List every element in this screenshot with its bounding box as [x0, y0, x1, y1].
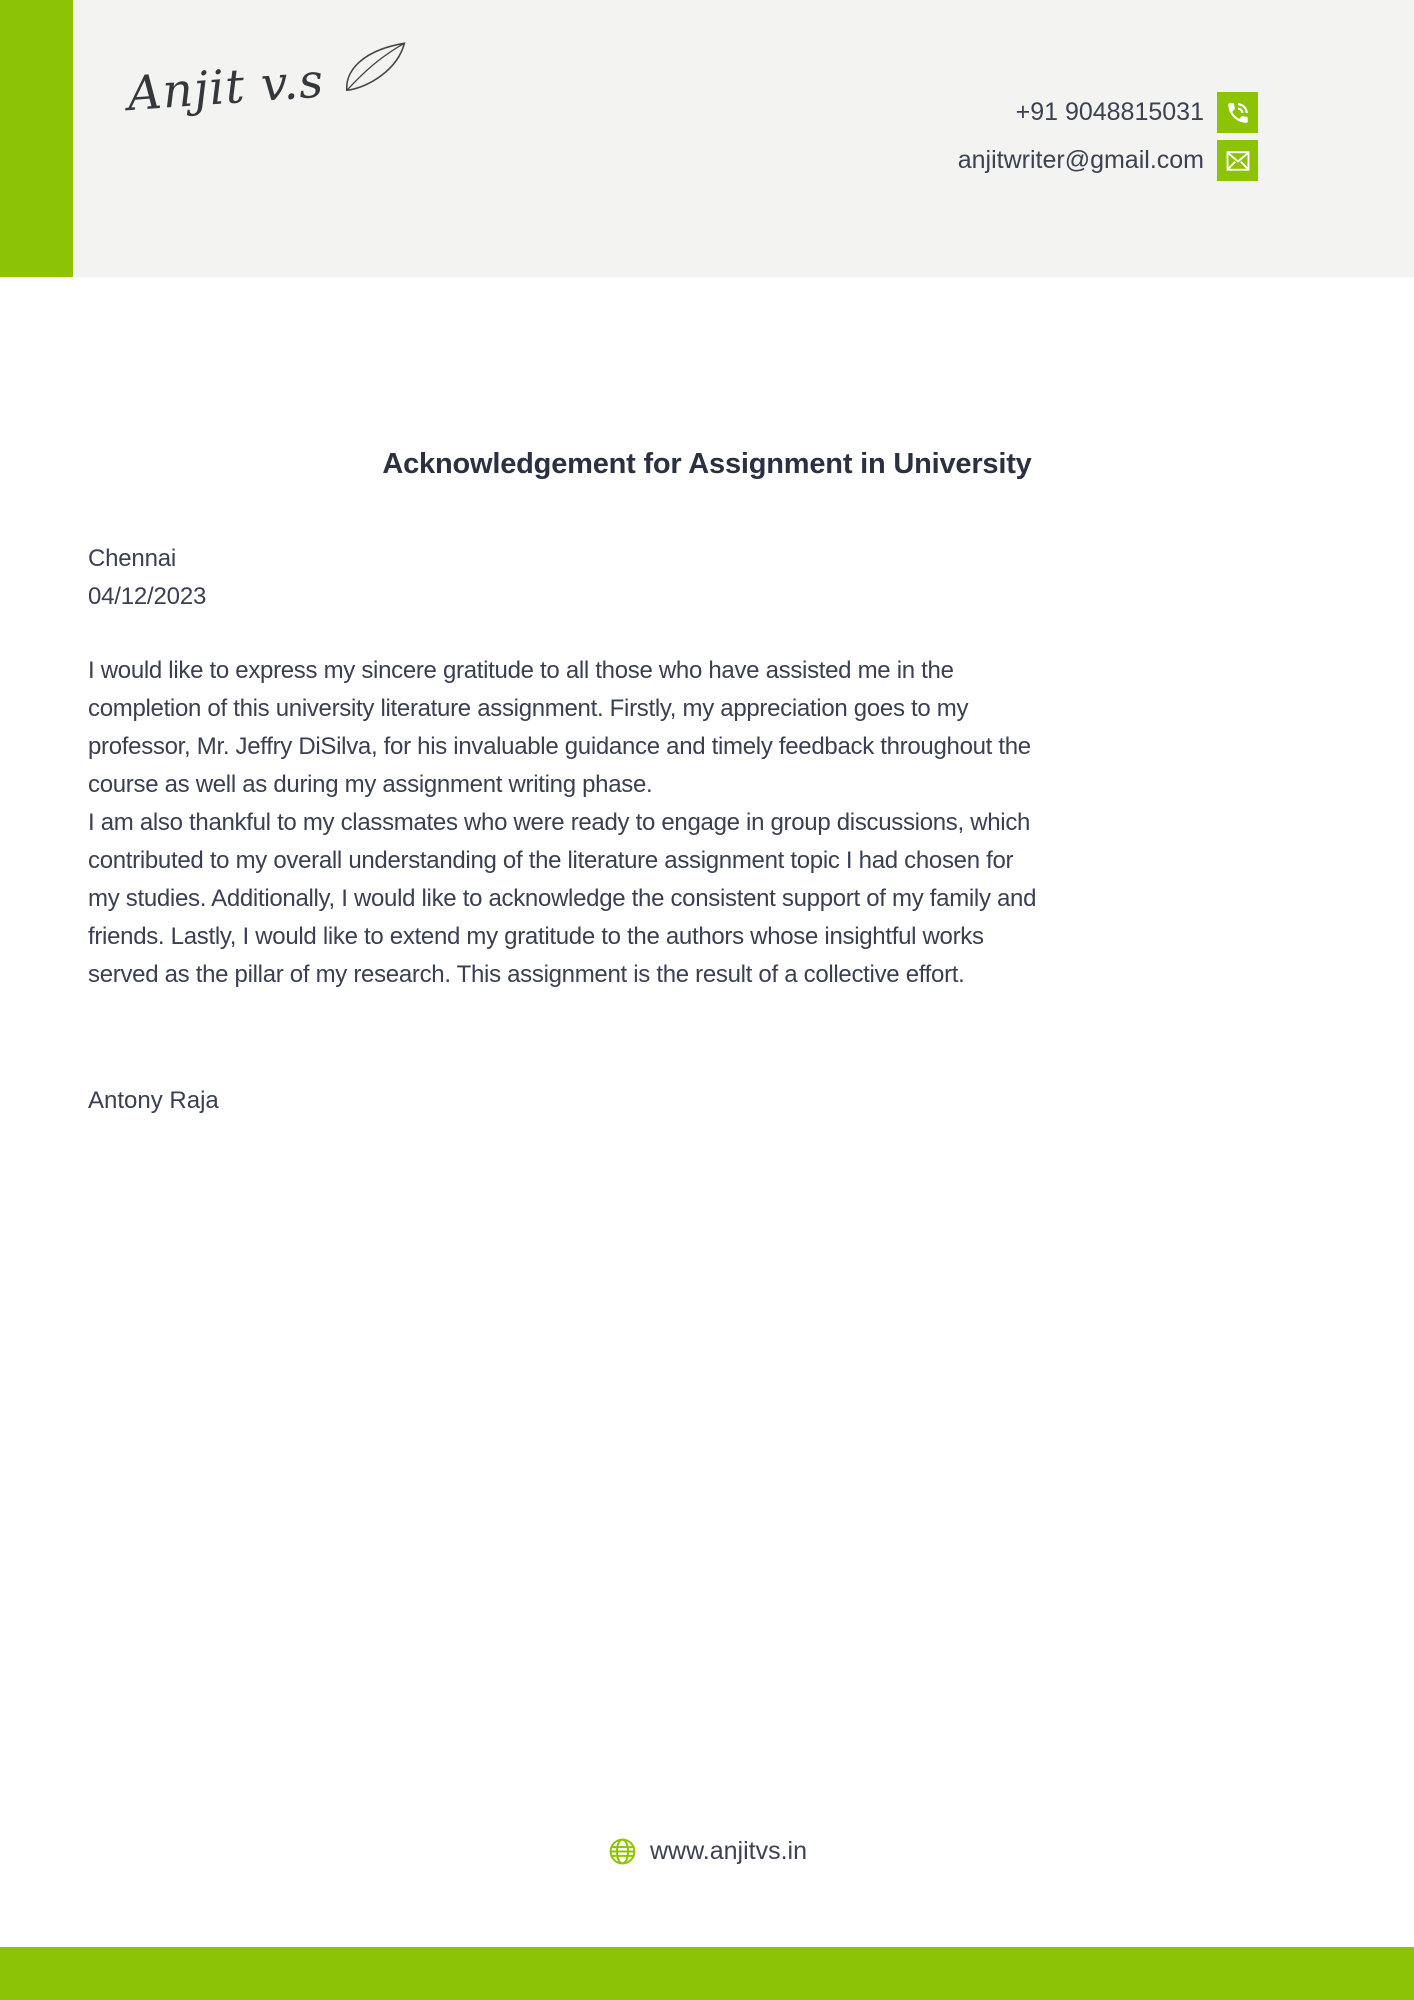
left-accent-bar [0, 0, 73, 277]
contact-phone-row [1016, 92, 1258, 133]
email-address: anjitwriter@gmail.com [957, 146, 1204, 174]
footer-website-row [0, 1836, 1414, 1867]
signature-name: Antony Raja [88, 1087, 219, 1114]
letter-title: Acknowledgement for Assignment in University [382, 448, 1032, 480]
contact-email-row [958, 140, 1258, 181]
leaf-icon [334, 35, 416, 95]
place-date-block [88, 540, 206, 616]
envelope-icon [1217, 140, 1258, 181]
phone-number: +91 9048815031 [1015, 98, 1204, 126]
letter-paragraph-1: I would like to express my sincere gratitude to all those who have assisted me in the completion of this university literature assignment. Firstly, my appreciation goes to my professor, Mr. Jeffry DiSilva, for his invaluable guidance and timely feedback throughout the course as well as during my assignment writing phase. [88, 657, 1031, 798]
letter-place: Chennai [88, 545, 177, 572]
letter-body [88, 652, 1040, 994]
website-url: www.anjitvs.in [650, 1837, 807, 1865]
phone-icon [1217, 92, 1258, 133]
letter-paragraph-2: I am also thankful to my classmates who were ready to engage in group discussions, which contributed to my overall understanding of the literature assignment topic I had chosen for my studies. Additionally, I would like to acknowledge the consistent support of my family and friends. Lastly, I would like to extend my gratitude to the authors whose insightful works served as the pillar of my research. This assignment is the result of a collective effort. [88, 809, 1037, 988]
brand-logo [126, 49, 394, 197]
globe-icon [607, 1836, 638, 1867]
logo-signature-text: Anjit v.s [125, 53, 326, 123]
bottom-accent-bar [0, 1947, 1414, 2000]
contact-block [958, 92, 1258, 181]
letter-date: 04/12/2023 [88, 583, 207, 610]
header-band [0, 0, 1414, 277]
